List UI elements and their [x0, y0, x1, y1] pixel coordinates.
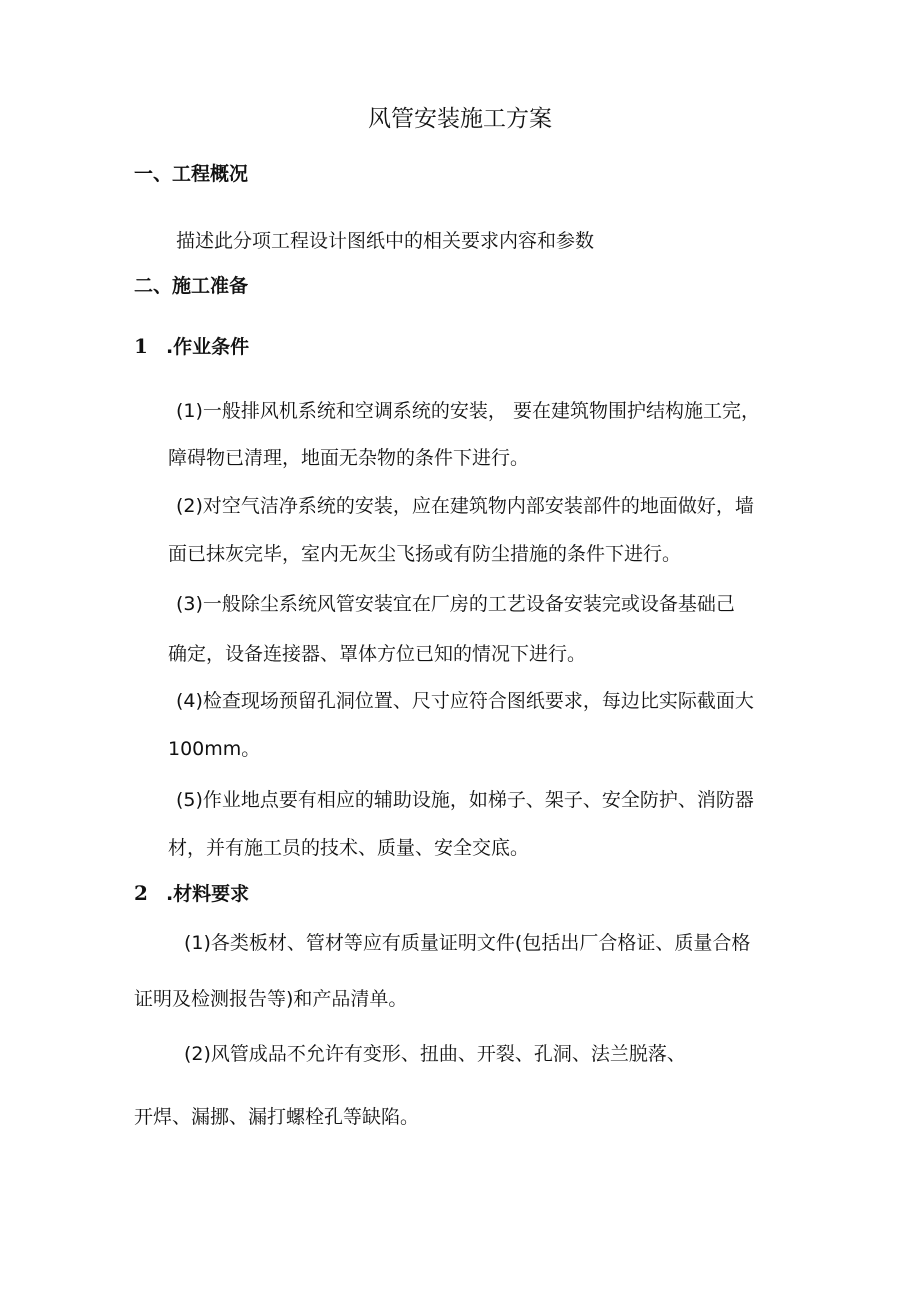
section-heading-preparation: 二、施工准备: [134, 275, 249, 297]
paragraph-line: 100mm。: [168, 738, 261, 760]
paragraph-line: 障碍物已清理，地面无杂物的条件下进行。: [168, 447, 530, 469]
paragraph-line: 证明及检测报告等)和产品清单。: [134, 988, 408, 1010]
subsection-label: .作业条件: [165, 336, 250, 358]
subsection-number: 2: [134, 881, 148, 905]
paragraph-line: (3)一般除尘系统风管安装宜在厂房的工艺设备安装完或设备基础己: [176, 593, 735, 615]
subsection-label: .材料要求: [165, 883, 250, 905]
document-title: 风管安装施工方案: [368, 106, 552, 132]
subsection-heading-work-conditions: [134, 333, 249, 360]
paragraph-line: (1)一般排风机系统和空调系统的安装， 要在建筑物围护结构施工完，: [176, 400, 760, 422]
subsection-heading-material-requirements: [134, 880, 249, 907]
paragraph-line: 确定，设备连接器、罩体方位已知的情况下进行。: [168, 643, 587, 665]
paragraph-line: 材，并有施工员的技术、质量、安全交底。: [168, 837, 530, 859]
paragraph-line: (2)风管成品不允许有变形、扭曲、开裂、孔洞、法兰脱落、: [184, 1043, 686, 1065]
subsection-number: 1: [134, 334, 148, 358]
paragraph-line: (2)对空气洁净系统的安装，应在建筑物内部安装部件的地面做好，墙: [176, 495, 754, 517]
paragraph-line: (1)各类板材、管材等应有质量证明文件(包括出厂合格证、质量合格: [184, 932, 751, 954]
section-heading-overview: 一、工程概况: [134, 163, 249, 185]
paragraph-line: 面已抹灰完毕，室内无灰尘飞扬或有防尘措施的条件下进行。: [168, 543, 682, 565]
paragraph-line: (5)作业地点要有相应的辅助设施，如梯子、架子、安全防护、消防器: [176, 789, 754, 811]
paragraph-line: 开焊、漏挪、漏打螺栓孔等缺陷。: [134, 1106, 420, 1128]
paragraph-line: (4)检查现场预留孔洞位置、尺寸应符合图纸要求，每边比实际截面大: [176, 690, 754, 712]
overview-body: 描述此分项工程设计图纸中的相关要求内容和参数: [176, 230, 595, 252]
